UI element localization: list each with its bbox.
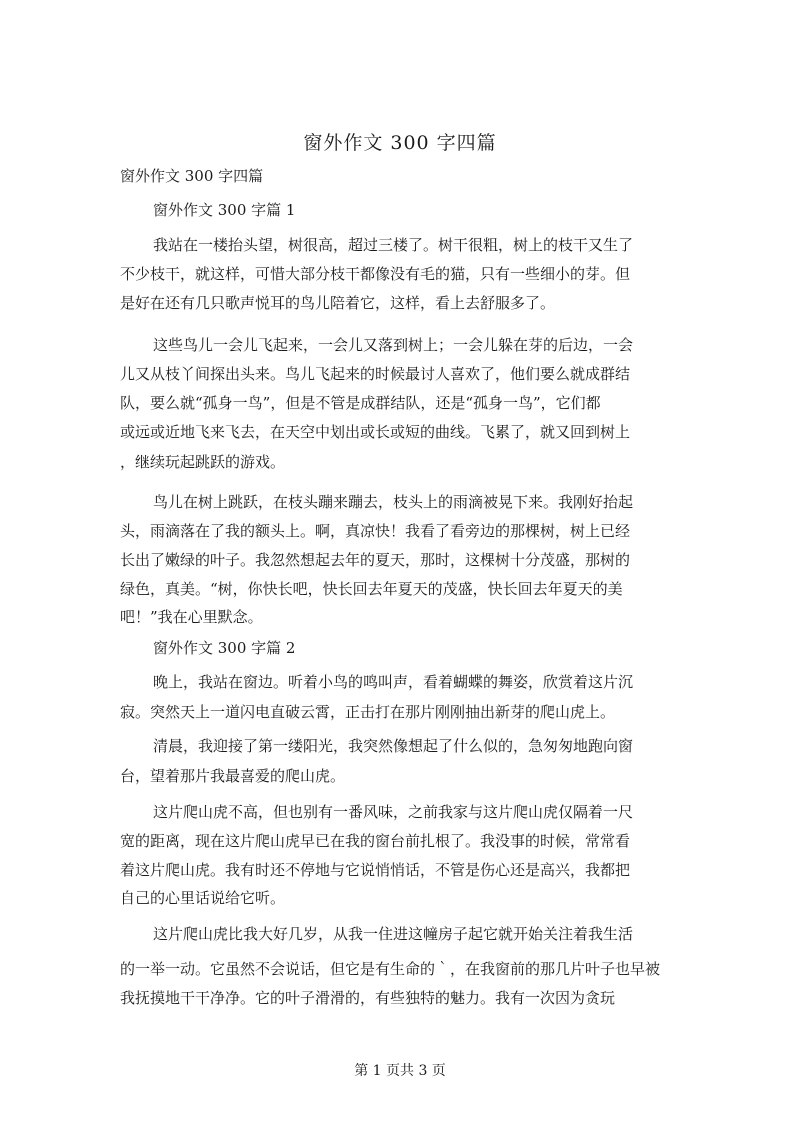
paragraph-line: 不少枝干，就这样，可惜大部分枝干都像没有毛的猫，只有一些细小的芽。但 <box>120 265 631 283</box>
paragraph-line: 清晨，我迎接了第一缕阳光，我突然像想起了什么似的，急匆匆地跑向窗 <box>153 737 634 755</box>
section-heading-1: 窗外作文 300 字篇 1 <box>153 201 296 219</box>
paragraph-line: 或远或近地飞来飞去，在天空中划出或长或短的曲线。飞累了，就又回到树上 <box>120 423 631 441</box>
paragraph-line: 这片爬山虎比我大好几岁，从我一住进这幢房子起它就开始关注着我生活 <box>153 925 634 943</box>
page-number-footer: 第 1 页共 3 页 <box>354 1063 446 1079</box>
paragraph-line: 队，要么就“孤身一鸟”，但是不管是成群结队，还是“孤身一鸟”，它们都 <box>120 394 601 412</box>
paragraph-line: 我站在一楼抬头望，树很高，超过三楼了。树干很粗，树上的枝干又生了 <box>153 236 634 254</box>
paragraph-line: 寂。突然天上一道闪电直破云霄，正击打在那片刚刚抽出新芽的爬山虎上。 <box>120 703 616 721</box>
paragraph-line: 吧！”我在心里默念。 <box>120 608 263 626</box>
section-heading-2: 窗外作文 300 字篇 2 <box>153 639 296 657</box>
paragraph-line: 宽的距离，现在这片爬山虎早已在我的窗台前扎根了。我没事的时候，常常看 <box>120 832 631 850</box>
paragraph-line: 长出了嫩绿的叶子。我忽然想起去年的夏天，那时，这棵树十分茂盛，那树的 <box>120 551 631 569</box>
paragraph-line: 是好在还有几只歌声悦耳的鸟儿陪着它，这样，看上去舒服多了。 <box>120 294 556 312</box>
paragraph-line: 我抚摸地干干净净。它的叶子滑滑的，有些独特的魅力。我有一次因为贪玩 <box>120 989 616 1007</box>
paragraph-line: 头，雨滴落在了我的额头上。啊，真凉快！我看了看旁边的那棵树，树上已经 <box>120 522 631 540</box>
document-title: 窗外作文 300 字四篇 <box>303 132 497 154</box>
paragraph-line: 着这片爬山虎。我有时还不停地与它说悄悄话，不管是伤心还是高兴，我都把 <box>120 861 631 879</box>
document-subtitle: 窗外作文 300 字四篇 <box>120 167 264 185</box>
paragraph-line: 这片爬山虎不高，但也别有一番风味，之前我家与这片爬山虎仅隔着一尺 <box>153 803 634 821</box>
paragraph-line: 绿色，真美。“树，你快长吧，快长回去年夏天的茂盛，快长回去年夏天的美 <box>120 580 623 598</box>
paragraph-line: 这些鸟儿一会儿飞起来，一会儿又落到树上；一会儿躲在芽的后边，一会 <box>153 336 634 354</box>
paragraph-line: 的一举一动。它虽然不会说话，但它是有生命的｀，在我窗前的那几片叶子也早被 <box>120 960 661 978</box>
paragraph-line: ，继续玩起跳跃的游戏。 <box>120 453 286 471</box>
paragraph-line: 台，望着那片我最喜爱的爬山虎。 <box>120 767 346 785</box>
paragraph-line: 鸟儿在树上跳跃，在枝头蹦来蹦去，枝头上的雨滴被晃下来。我刚好抬起 <box>153 493 634 511</box>
paragraph-line: 自己的心里话说给它听。 <box>120 889 286 907</box>
paragraph-line: 儿又从枝丫间探出头来。鸟儿飞起来的时候最讨人喜欢了，他们要么就成群结 <box>120 365 631 383</box>
paragraph-line: 晚上，我站在窗边。听着小鸟的鸣叫声，看着蝴蝶的舞姿，欣赏着这片沉 <box>153 673 634 691</box>
